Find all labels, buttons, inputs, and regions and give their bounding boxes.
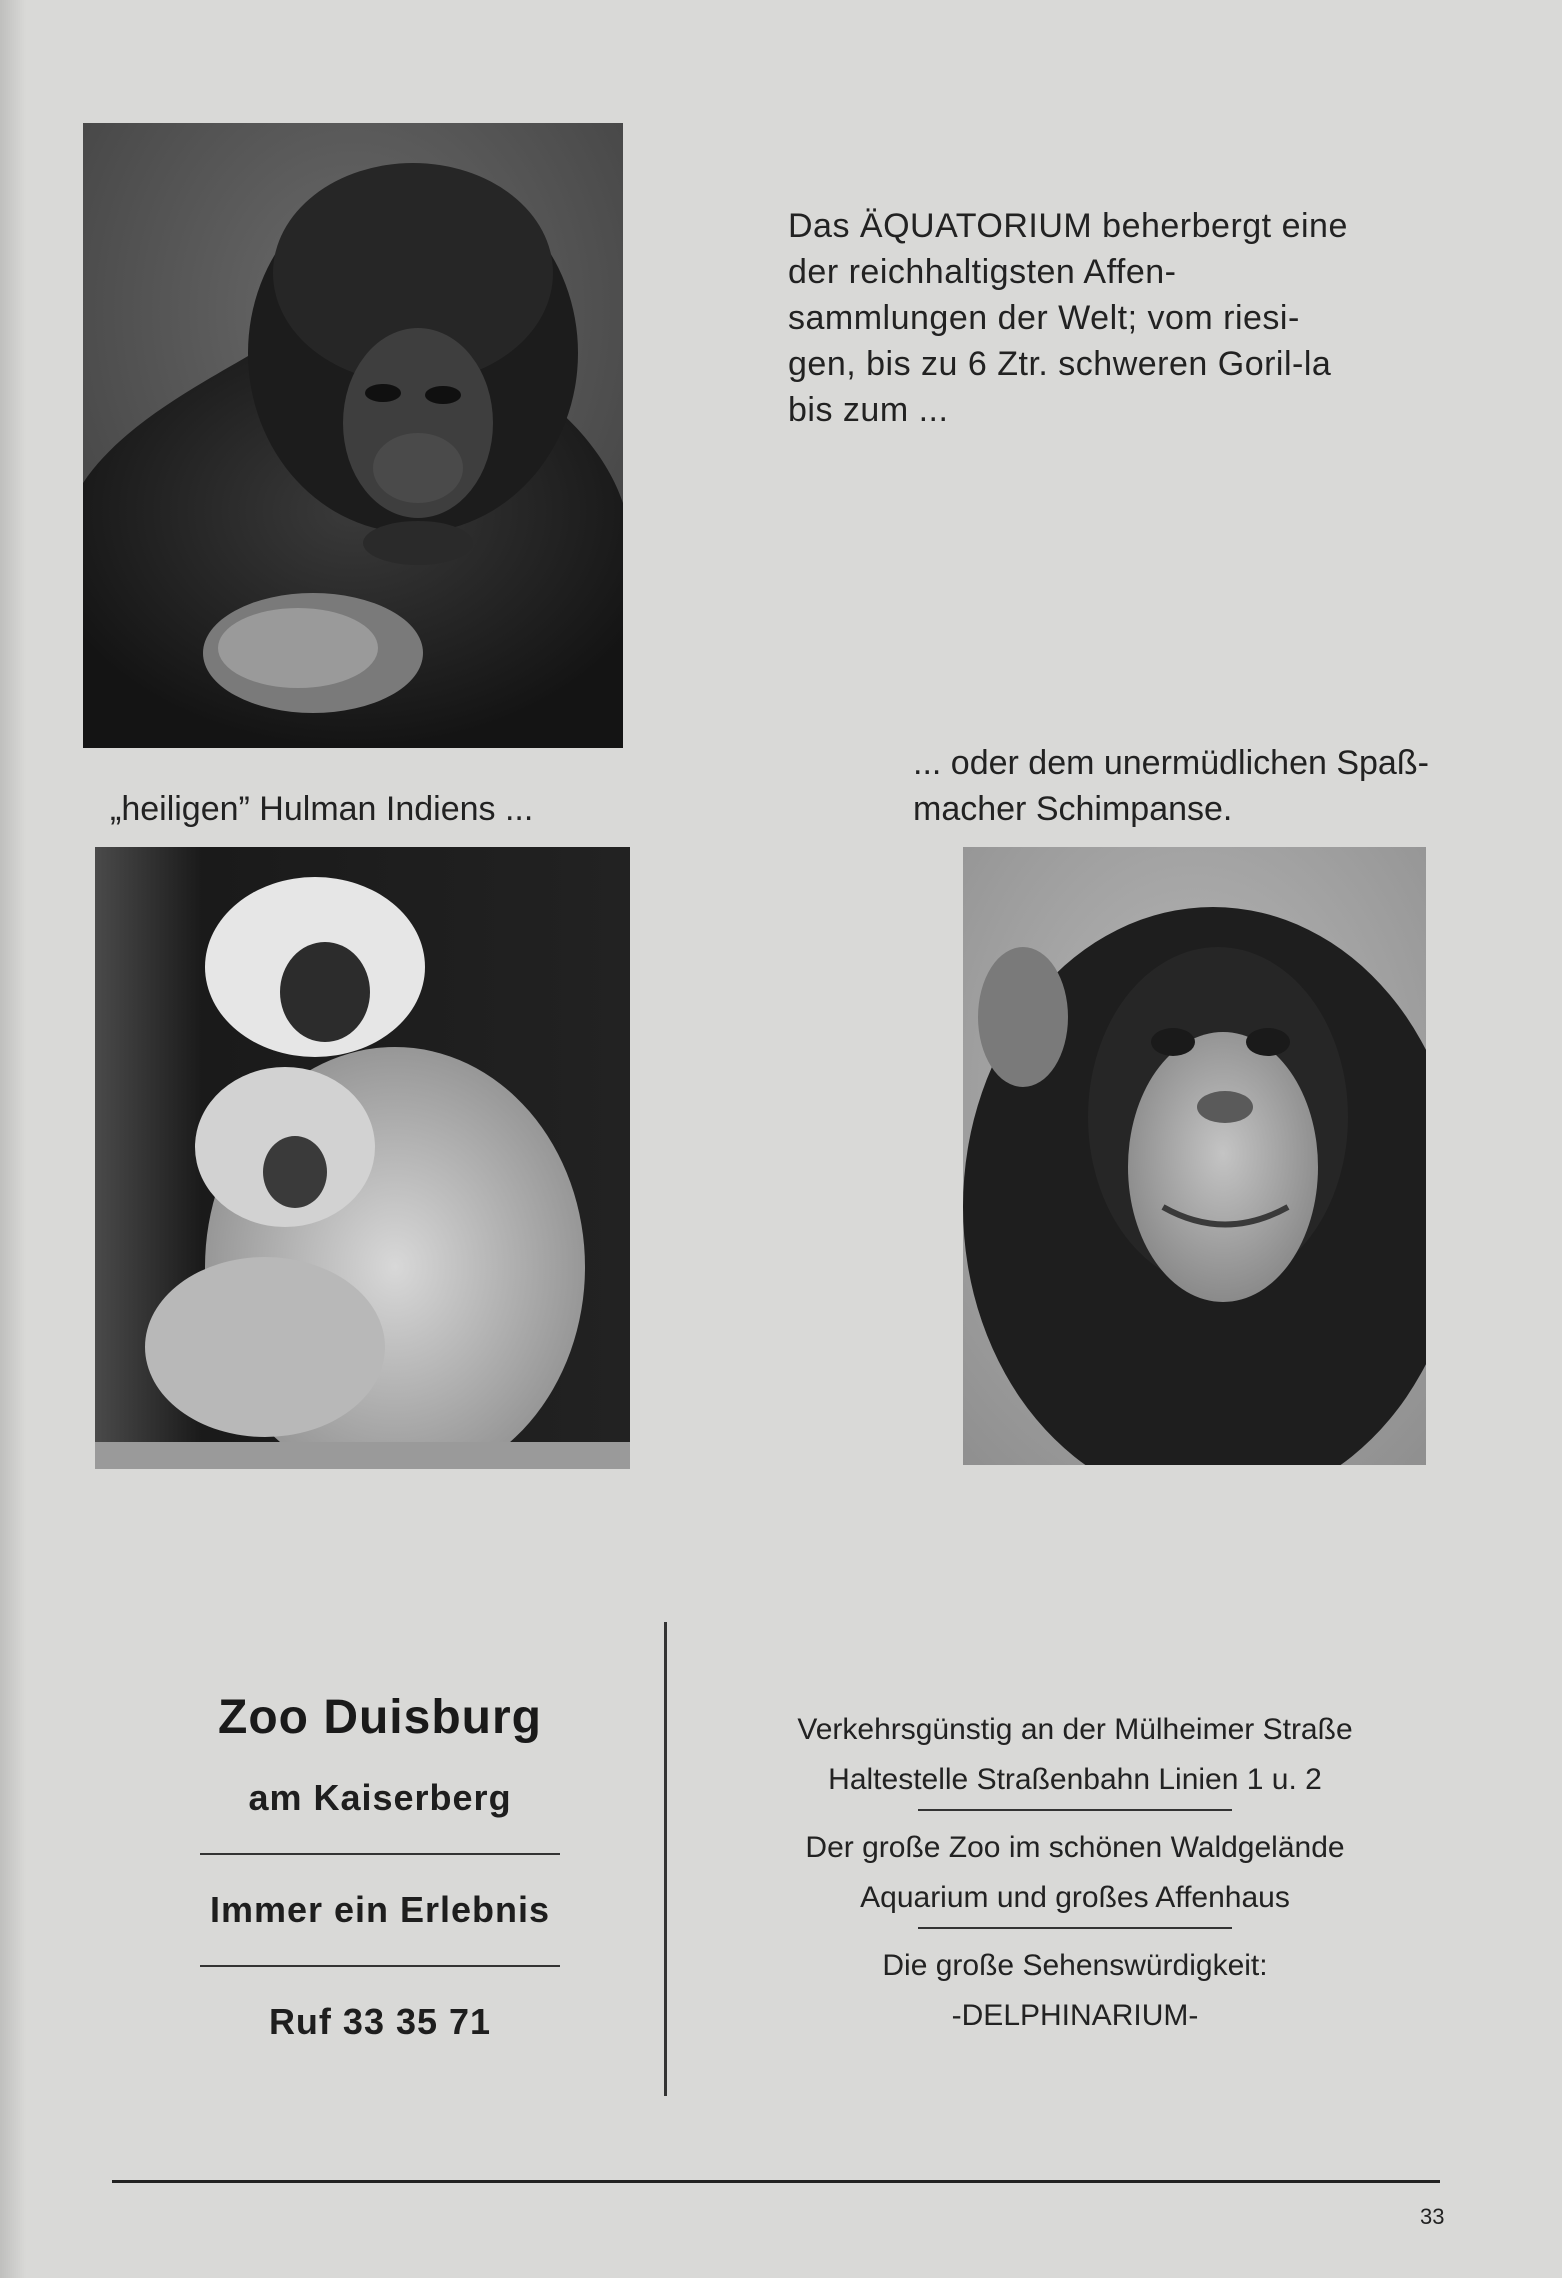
transport-line-1: Verkehrsgünstig an der Mülheimer Straße (797, 1713, 1353, 1746)
transport-line-2: Haltestelle Straßenbahn Linien 1 u. 2 (828, 1763, 1322, 1796)
footer-rule (112, 2180, 1440, 2183)
chimp-caption: ... oder dem unermüdlichen Spaß-macher Schimpanse. (913, 744, 1429, 828)
page-edge (0, 0, 26, 2278)
zoo-slogan: Immer ein Erlebnis (209, 1889, 551, 1930)
hulman-caption: „heiligen” Hulman Indiens ... (110, 790, 534, 828)
zoo-phone: Ruf 33 35 71 (268, 2001, 492, 2042)
zoo-advert-left (110, 1690, 650, 2043)
zoo-subtitle: am Kaiserberg (248, 1777, 512, 1818)
vertical-divider (664, 1622, 667, 2096)
gorilla-photo (83, 123, 623, 748)
highlight-line-1: Die große Sehenswürdigkeit: (882, 1949, 1268, 1982)
chimp-photo (963, 847, 1426, 1465)
zoo-advert-right (690, 1705, 1460, 2041)
divider-line (200, 1853, 560, 1855)
divider-line (918, 1809, 1232, 1811)
highlight-line-2: -DELPHINARIUM- (951, 1999, 1199, 2032)
divider-line (918, 1927, 1232, 1929)
zoo-title: Zoo Duisburg (218, 1691, 542, 1744)
divider-line (200, 1965, 560, 1967)
hulman-photo (95, 847, 630, 1469)
page-number: 33 (1420, 2204, 1445, 2229)
intro-caption: Das ÄQUATORIUM beherbergt eine der reichhaltigsten Affen-sammlungen der Welt; vom riesi-gen, bis zu 6 Ztr. schweren Goril-la bis zum ... (788, 207, 1348, 429)
feature-line-1: Der große Zoo im schönen Waldgelände (805, 1831, 1345, 1864)
feature-line-2: Aquarium und großes Affenhaus (860, 1881, 1290, 1914)
